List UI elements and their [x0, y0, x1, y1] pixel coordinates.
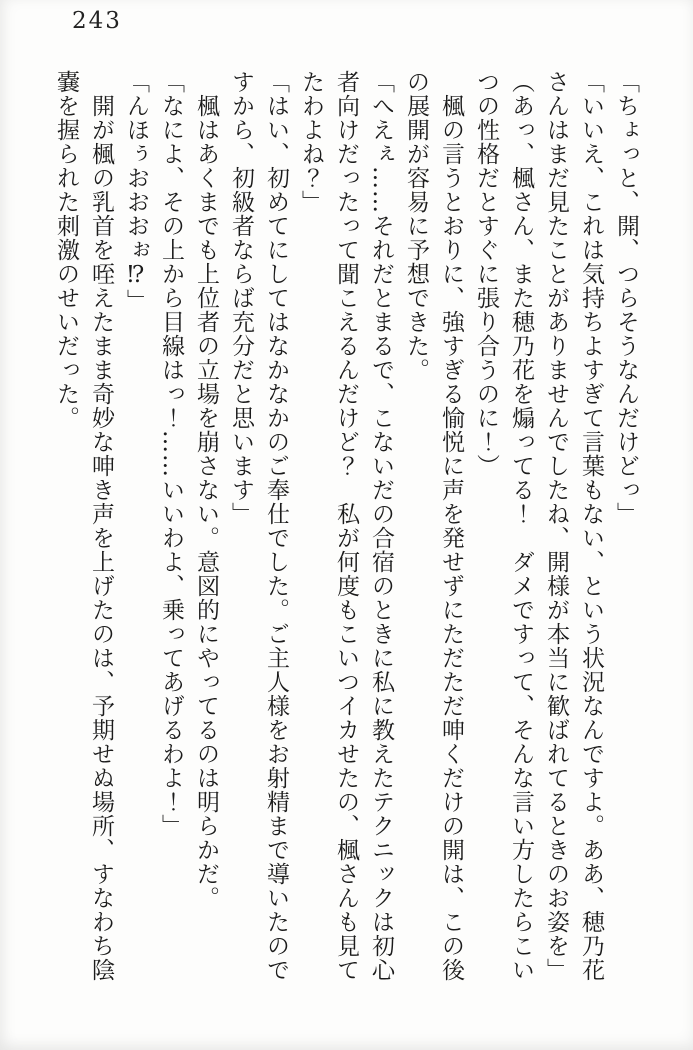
- text-column: 「はい、初めてにしてはなかなかのご奉仕でした。ご主人様をお射精まで導いたので: [263, 70, 289, 982]
- text-column: 楓はあくまでも上位者の立場を崩さない。意図的にやってるのは明らかだ。: [193, 70, 219, 910]
- text-column: つの性格だとすぐに張り合うのに！）: [473, 70, 499, 478]
- text-column: 「んほぅおおおぉ⁉」: [123, 70, 149, 313]
- text-column: 「ちょっと、開、つらそうなんだけどっ」: [613, 70, 639, 526]
- text-block: [48, 70, 643, 1000]
- text-column: 「いいえ、これは気持ちよすぎて言葉もない、という状況なんですよ。ああ、穂乃花: [578, 70, 604, 982]
- text-column: 者向けだったって聞こえるんだけど？ 私が何度もこいつイカせたの、楓さんも見て: [333, 70, 359, 982]
- page-number: 243: [72, 8, 122, 34]
- text-column: 開が楓の乳首を咥えたまま奇妙な呻き声を上げたのは、予期せぬ場所、すなわち陰: [88, 70, 114, 982]
- text-column: さんはまだ見たことがありませんでしたね、開様が本当に歓ばれてるときのお姿を」: [543, 70, 569, 982]
- text-column: 「なによ、その上から目線はっ！……いいわよ、乗ってあげるわよ！」: [158, 70, 184, 838]
- text-column: （あっ、楓さん、また穂乃花を煽ってる！ ダメですって、そんな言い方したらこい: [508, 70, 534, 982]
- text-column: 「へえぇ……それだとまるで、こないだの合宿のときに私に教えたテクニックは初心: [368, 70, 394, 982]
- text-column: の展開が容易に予想できた。: [403, 70, 429, 382]
- text-column: たわよね？」: [298, 70, 324, 214]
- text-column: 嚢を握られた刺激のせいだった。: [53, 70, 79, 430]
- text-column: 楓の言うとおりに、強すぎる愉悦に声を発せずにただただ呻くだけの開は、この後: [438, 70, 464, 982]
- text-column: すから、初級者ならば充分だと思います」: [228, 70, 254, 526]
